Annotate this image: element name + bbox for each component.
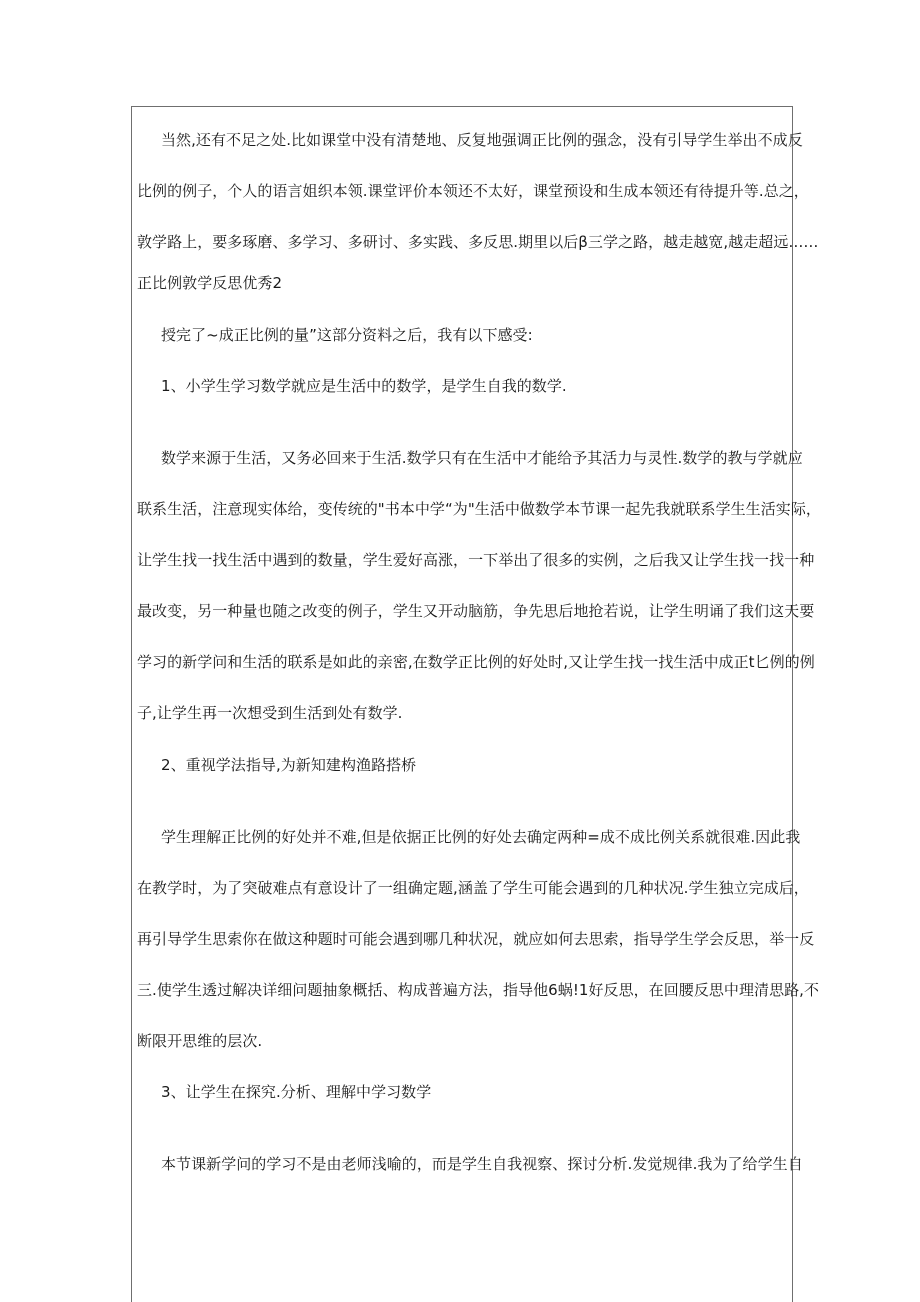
paragraph-line: 当然,还有不足之处.比如课堂中没有清楚地、反复地强调正比例的强念，没有引导学生举出不成反 [161,131,803,149]
paragraph-line: 三.使学生透过解决详细问题抽象概括、构成普遍方法，指导他6蜗!1好反思，在回腰反思中理清思路,不 [137,981,820,999]
paragraph-line: 学生理解正比例的好处并不难,但是依据正比例的好处去确定两种=成不成比例关系就很难.因此我 [161,828,801,846]
list-item-heading: 3、让学生在探究.分析、理解中学习数学 [161,1083,432,1101]
paragraph-line: 敦学路上，要多琢磨、多学习、多研讨、多实践、多反思.期里以后β三学之路，越走越宽,越走超远…… [137,233,819,251]
paragraph-line: 断限开思维的层次. [137,1032,263,1050]
list-item-heading: 2、重视学法指导,为新知建构渔路搭桥 [161,756,417,774]
paragraph-line: 子,让学生再一次想受到生活到处有数学. [137,704,403,722]
paragraph-line: 本节课新学问的学习不是由老师浅喻的，而是学生自我视察、探讨分析.发觉规律.我为了给学生自 [161,1155,803,1173]
paragraph-line: 再引导学生思索你在做这种题时可能会遇到哪几种状况，就应如何去思索，指导学生学会反思，举一反 [137,930,815,948]
paragraph-line: 最改变，另一种量也随之改变的例子，学生又开动脑筋，争先思后地抢若说，让学生明诵了我们这天要 [137,602,815,620]
paragraph-line: 学习的新学问和生活的联系是如此的亲密,在数学正比例的好处时,又让学生找一找生活中成正t匕例的例 [137,653,815,671]
section-heading: 正比例敦学反思优秀2 [137,274,283,292]
paragraph-line: 在教学时，为了突破难点有意设计了一组确定题,涵盖了学生可能会遇到的几种状况.学生独立完成后， [137,879,809,897]
paragraph-line: 比例的例子，个人的语言姐织本领.课堂评价本领还不太好，课堂预设和生成本领还有待提升等.总之， [137,182,809,200]
list-item-heading: 1、小学生学习数学就应是生活中的数学，是学生自我的数学. [161,377,567,395]
paragraph-line: 数学来源于生活，又务必回来于生活.数学只有在生活中才能给予其活力与灵性.数学的教与学就应 [161,449,803,467]
paragraph-line: 联系生活，注意现实体给，变传统的"书本中学“为"生活中做数学本节课一起先我就联系学生生活实际， [137,500,821,518]
paragraph-line: 授完了~成正比例的量”这部分资料之后，我有以下感受: [161,326,533,344]
paragraph-line: 让学生找一找生活中遇到的数量，学生爱好高涨，一下举出了很多的实例，之后我又让学生找一找一种 [137,551,815,569]
